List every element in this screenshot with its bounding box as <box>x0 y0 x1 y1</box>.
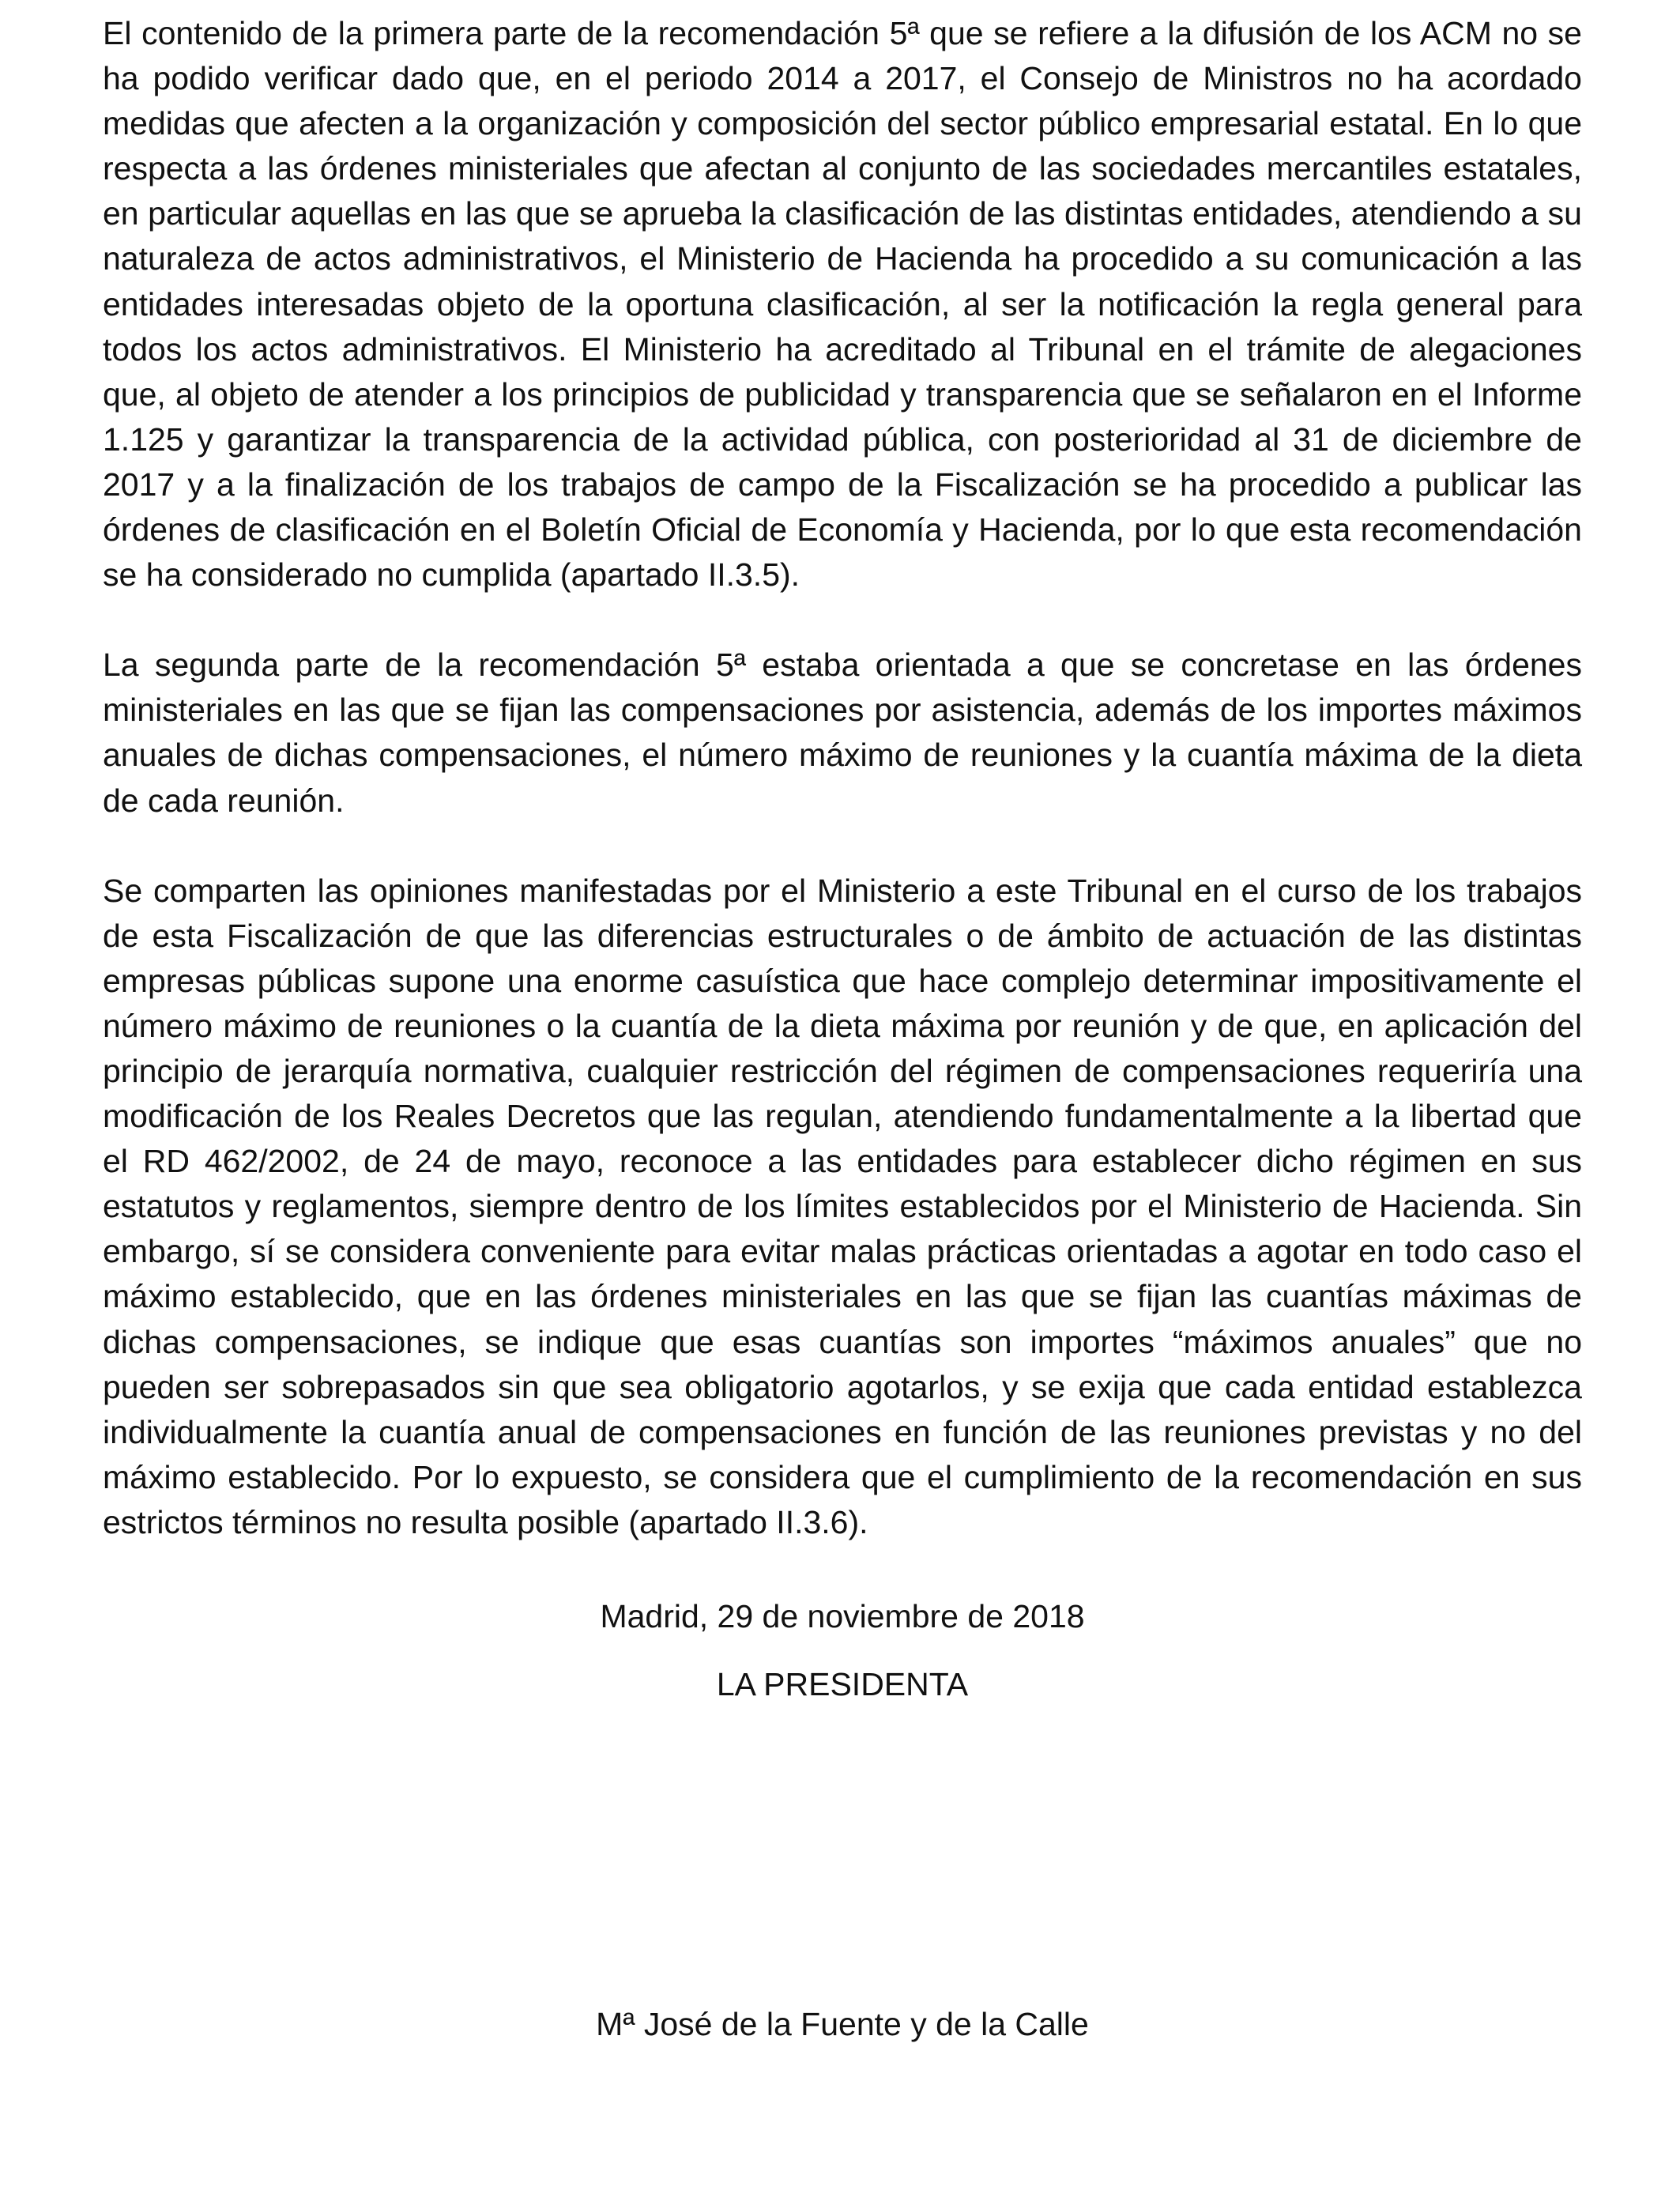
paragraph-recommendation-5-second-part: La segunda parte de la recomendación 5ª estaba orientada a que se concretase en las órdenes ministeriales en las que se fijan las compensaciones por asistencia, además de los importes máximos anuales de dichas compensaciones, el número máximo de reuniones y la cuantía máxima de la dieta de cada reunión. <box>103 647 1582 819</box>
paragraph-recommendation-5-first-part: El contenido de la primera parte de la recomendación 5ª que se refiere a la difusión de los ACM no se ha podido verificar dado que, en el periodo 2014 a 2017, el Consejo de Ministros no ha acordado medidas que afecten a la organización y composición del sector público empresarial estatal. En lo que respecta a las órdenes ministeriales que afectan al conjunto de las sociedades mercantiles estatales, en particular aquellas en las que se aprueba la clasificación de las distintas entidades, atendiendo a su naturaleza de actos administrativos, el Ministerio de Hacienda ha procedido a su comunicación a las entidades interesadas objeto de la oportuna clasificación, al ser la notificación la regla general para todos los actos administrativos. El Ministerio ha acreditado al Tribunal en el trámite de alegaciones que, al objeto de atender a los principios de publicidad y transparencia que se señalaron en el Informe 1.125 y garantizar la transparencia de la actividad pública, con posterioridad al 31 de diciembre de 2017 y a la finalización de los trabajos de campo de la Fiscalización se ha procedido a publicar las órdenes de clasificación en el Boletín Oficial de Economía y Hacienda, por lo que esta recomendación se ha considerado no cumplida (apartado II.3.5). <box>103 15 1582 594</box>
closing-date-line: Madrid, 29 de noviembre de 2018 <box>600 1598 1085 1634</box>
signer-name: Mª José de la Fuente y de la Calle <box>596 2006 1089 2042</box>
closing-role: LA PRESIDENTA <box>716 1666 969 1702</box>
paragraph-ministry-opinions: Se comparten las opiniones manifestadas por el Ministerio a este Tribunal en el curso de los trabajos de esta Fiscalización de que las diferencias estructurales o de ámbito de actuación de las distintas empresas públicas supone una enorme casuística que hace complejo determinar impositivamente el número máximo de reuniones o la cuantía de la dieta máxima por reunión y de que, en aplicación del principio de jerarquía normativa, cualquier restricción del régimen de compensaciones requeriría una modificación de los Reales Decretos que las regulan, atendiendo fundamentalmente a la libertad que el RD 462/2002, de 24 de mayo, reconoce a las entidades para establecer dicho régimen en sus estatutos y reglamentos, siempre dentro de los límites establecidos por el Ministerio de Hacienda. Sin embargo, sí se considera conveniente para evitar malas prácticas orientadas a agotar en todo caso el máximo establecido, que en las órdenes ministeriales en las que se fijan las cuantías máximas de dichas compensaciones, se indique que esas cuantías son importes “máximos anuales” que no pueden ser sobrepasados sin que sea obligatorio agotarlos, y se exija que cada entidad establezca individualmente la cuantía anual de compensaciones en función de las reuniones previstas y no del máximo establecido. Por lo expuesto, se considera que el cumplimiento de la recomendación en sus estrictos términos no resulta posible (apartado II.3.6). <box>103 872 1582 1540</box>
document-body <box>103 11 1582 1545</box>
